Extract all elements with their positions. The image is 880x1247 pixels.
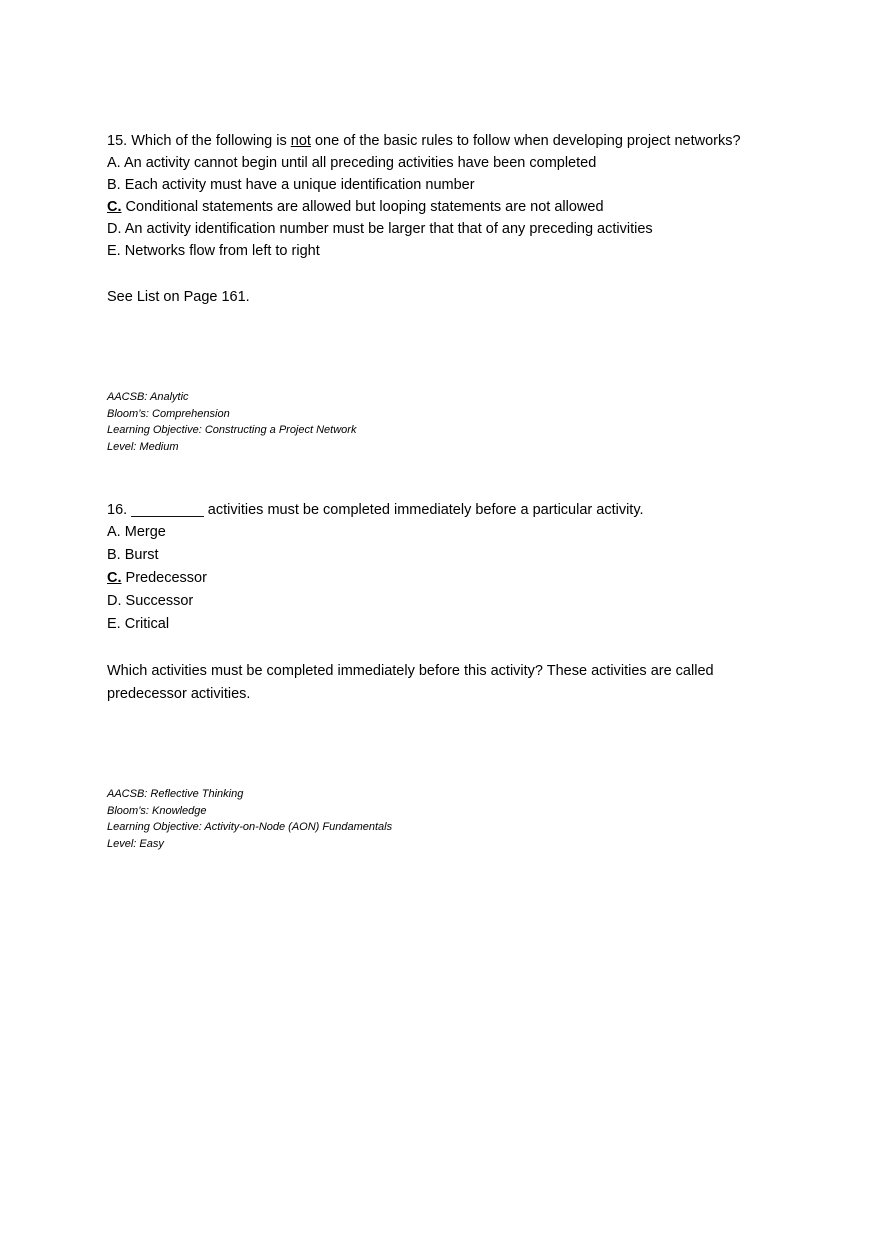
question-block-16 (107, 499, 800, 852)
option-letter-correct: C. (107, 199, 122, 215)
option-letter: D. (107, 593, 122, 609)
metadata-block (107, 786, 800, 852)
stem-text-underlined: not (290, 133, 311, 149)
option-text: Merge (124, 524, 166, 540)
question-stem (107, 130, 800, 152)
metadata-line-blooms: Bloom’s: Comprehension (107, 407, 230, 420)
metadata-line-level: Level: Medium (107, 440, 179, 453)
option-letter: D. (107, 221, 122, 237)
option-line-b (107, 544, 800, 567)
option-text: Predecessor (125, 570, 207, 586)
question-stem (107, 499, 800, 521)
option-letter: A. (107, 155, 121, 171)
metadata-line-blooms: Bloom’s: Knowledge (107, 804, 207, 817)
option-letter: B. (107, 177, 121, 193)
option-letter: E. (107, 243, 121, 259)
option-line-d (107, 218, 800, 240)
stem-text-prefix: _________ activities must be completed immediately before a particular activity. (131, 502, 644, 518)
option-line-a (107, 152, 800, 174)
option-letter: E. (107, 616, 121, 632)
option-text: Successor (125, 593, 194, 609)
answer-feedback: See List on Page 161. (107, 289, 250, 305)
option-text: Each activity must have a unique identification number (124, 177, 475, 193)
option-text: Critical (124, 616, 170, 632)
stem-text-prefix: Which of the following is (131, 133, 287, 149)
metadata-line-aacsb: AACSB: Reflective Thinking (107, 788, 244, 800)
option-line-e (107, 240, 800, 262)
option-line-c-correct (107, 196, 800, 218)
metadata-block (107, 389, 800, 455)
option-line-b (107, 174, 800, 196)
question-number: 16. (107, 502, 128, 518)
metadata-line-aacsb: AACSB: Analytic (107, 391, 189, 403)
option-letter: B. (107, 547, 121, 563)
option-line-a (107, 521, 800, 544)
option-line-e (107, 613, 800, 636)
metadata-line-objective: Learning Objective: Activity-on-Node (AON) Fundamentals (107, 821, 393, 833)
option-line-c-correct (107, 567, 800, 590)
option-text: An activity cannot begin until all preceding activities have been completed (123, 155, 597, 171)
answer-feedback: Which activities must be completed immediately before this activity? These activities are called predecessor activities. (107, 663, 714, 702)
metadata-line-objective: Learning Objective: Constructing a Project Network (107, 424, 357, 436)
option-text: An activity identification number must be larger that that of any preceding activities (124, 221, 653, 237)
metadata-line-level: Level: Easy (107, 837, 164, 850)
option-text: Burst (124, 547, 159, 563)
question-block-15 (107, 130, 800, 455)
stem-text-suffix: one of the basic rules to follow when developing project networks? (314, 133, 741, 149)
option-text: Conditional statements are allowed but looping statements are not allowed (125, 199, 604, 215)
question-number: 15. (107, 133, 128, 149)
option-line-d (107, 590, 800, 613)
option-text: Networks flow from left to right (124, 243, 320, 259)
option-letter-correct: C. (107, 570, 122, 586)
option-letter: A. (107, 524, 121, 540)
